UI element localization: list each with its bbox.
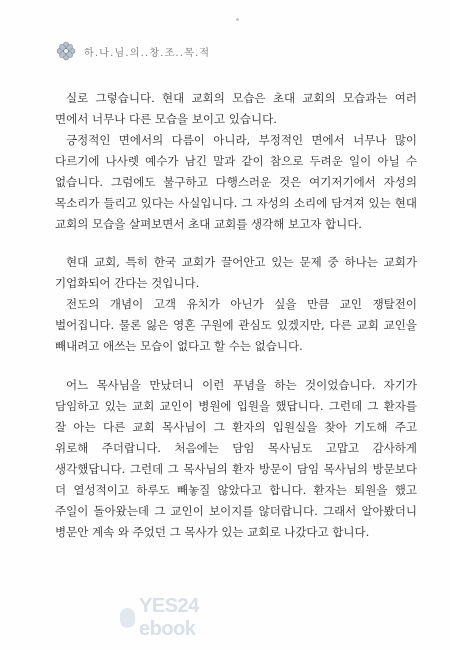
paragraph-2: 긍정적인 면에서의 다름이 아니라, 부정적인 면에서 너무나 많이 다르기에 나사렛 예수가 남긴 말과 같이 참으로 두려운 일이 아닐 수 없습니다. 그럼에도 불구하고 다행스러운 것은 여기저기에서 자성의 목소리가 들리고 있다는 사실입니다. 그 자성의 소리에 담겨져 있는 현대 교회의 모습을 살펴보면서 초대 교회를 생각해 보고자 합니다. [55, 133, 417, 231]
watermark-text: YES24 ebook [139, 595, 199, 640]
book-logo-icon [120, 608, 135, 628]
paragraph-4: 전도의 개념이 고객 유치가 아닌가 싶을 만큼 교인 쟁탈전이 벌어집니다. 물론 잃은 영혼 구원에 관심도 있겠지만, 다른 교회 교인을 빼내려고 애쓰는 모습이 없다고 할 수는 없습니다. [55, 297, 417, 353]
paragraph-3: 현대 교회, 특히 한국 교회가 끌어안고 있는 문제 중 하나는 교회가 기업화되어 간다는 것입니다. [55, 255, 417, 290]
running-header [56, 40, 210, 62]
paragraph-5: 어느 목사님을 만났더니 이런 푸념을 하는 것이었습니다. 자기가 담임하고 있는 교회 교인이 병원에 입원을 했답니다. 그런데 그 환자를 잘 아는 다른 교회 목사님이 그 환자의 입원실을 찾아 기도해 주고 위로해 주더랍니다. 처음에는 담임 목사님도 고맙고 감사하게 생각했답니다. 그런데 그 목사님의 환자 방문이 담임 목사님의 방문보다 더 열성적이고 하루도 빼놓질 않았다고 합니다. 환자는 퇴원을 했고 주일이 돌아왔는데 그 교인이 보이지를 않더랍니다. 그래서 알아봤더니 병문안 계속 와 주었던 그 목사가 있는 교회로 나갔다고 합니다. [55, 378, 417, 539]
body-text [55, 88, 417, 543]
ebook-watermark [120, 595, 230, 640]
paragraph-1: 실로 그렇습니다. 현대 교회의 모습은 초대 교회의 모습과는 여러 면에서 너무나 다른 모습을 보이고 있습니다. [55, 91, 417, 126]
print-dot [236, 18, 239, 21]
flower-ornament-icon [56, 41, 76, 61]
running-header-title: 하.나.님.의..창.조..목.적 [84, 47, 211, 59]
